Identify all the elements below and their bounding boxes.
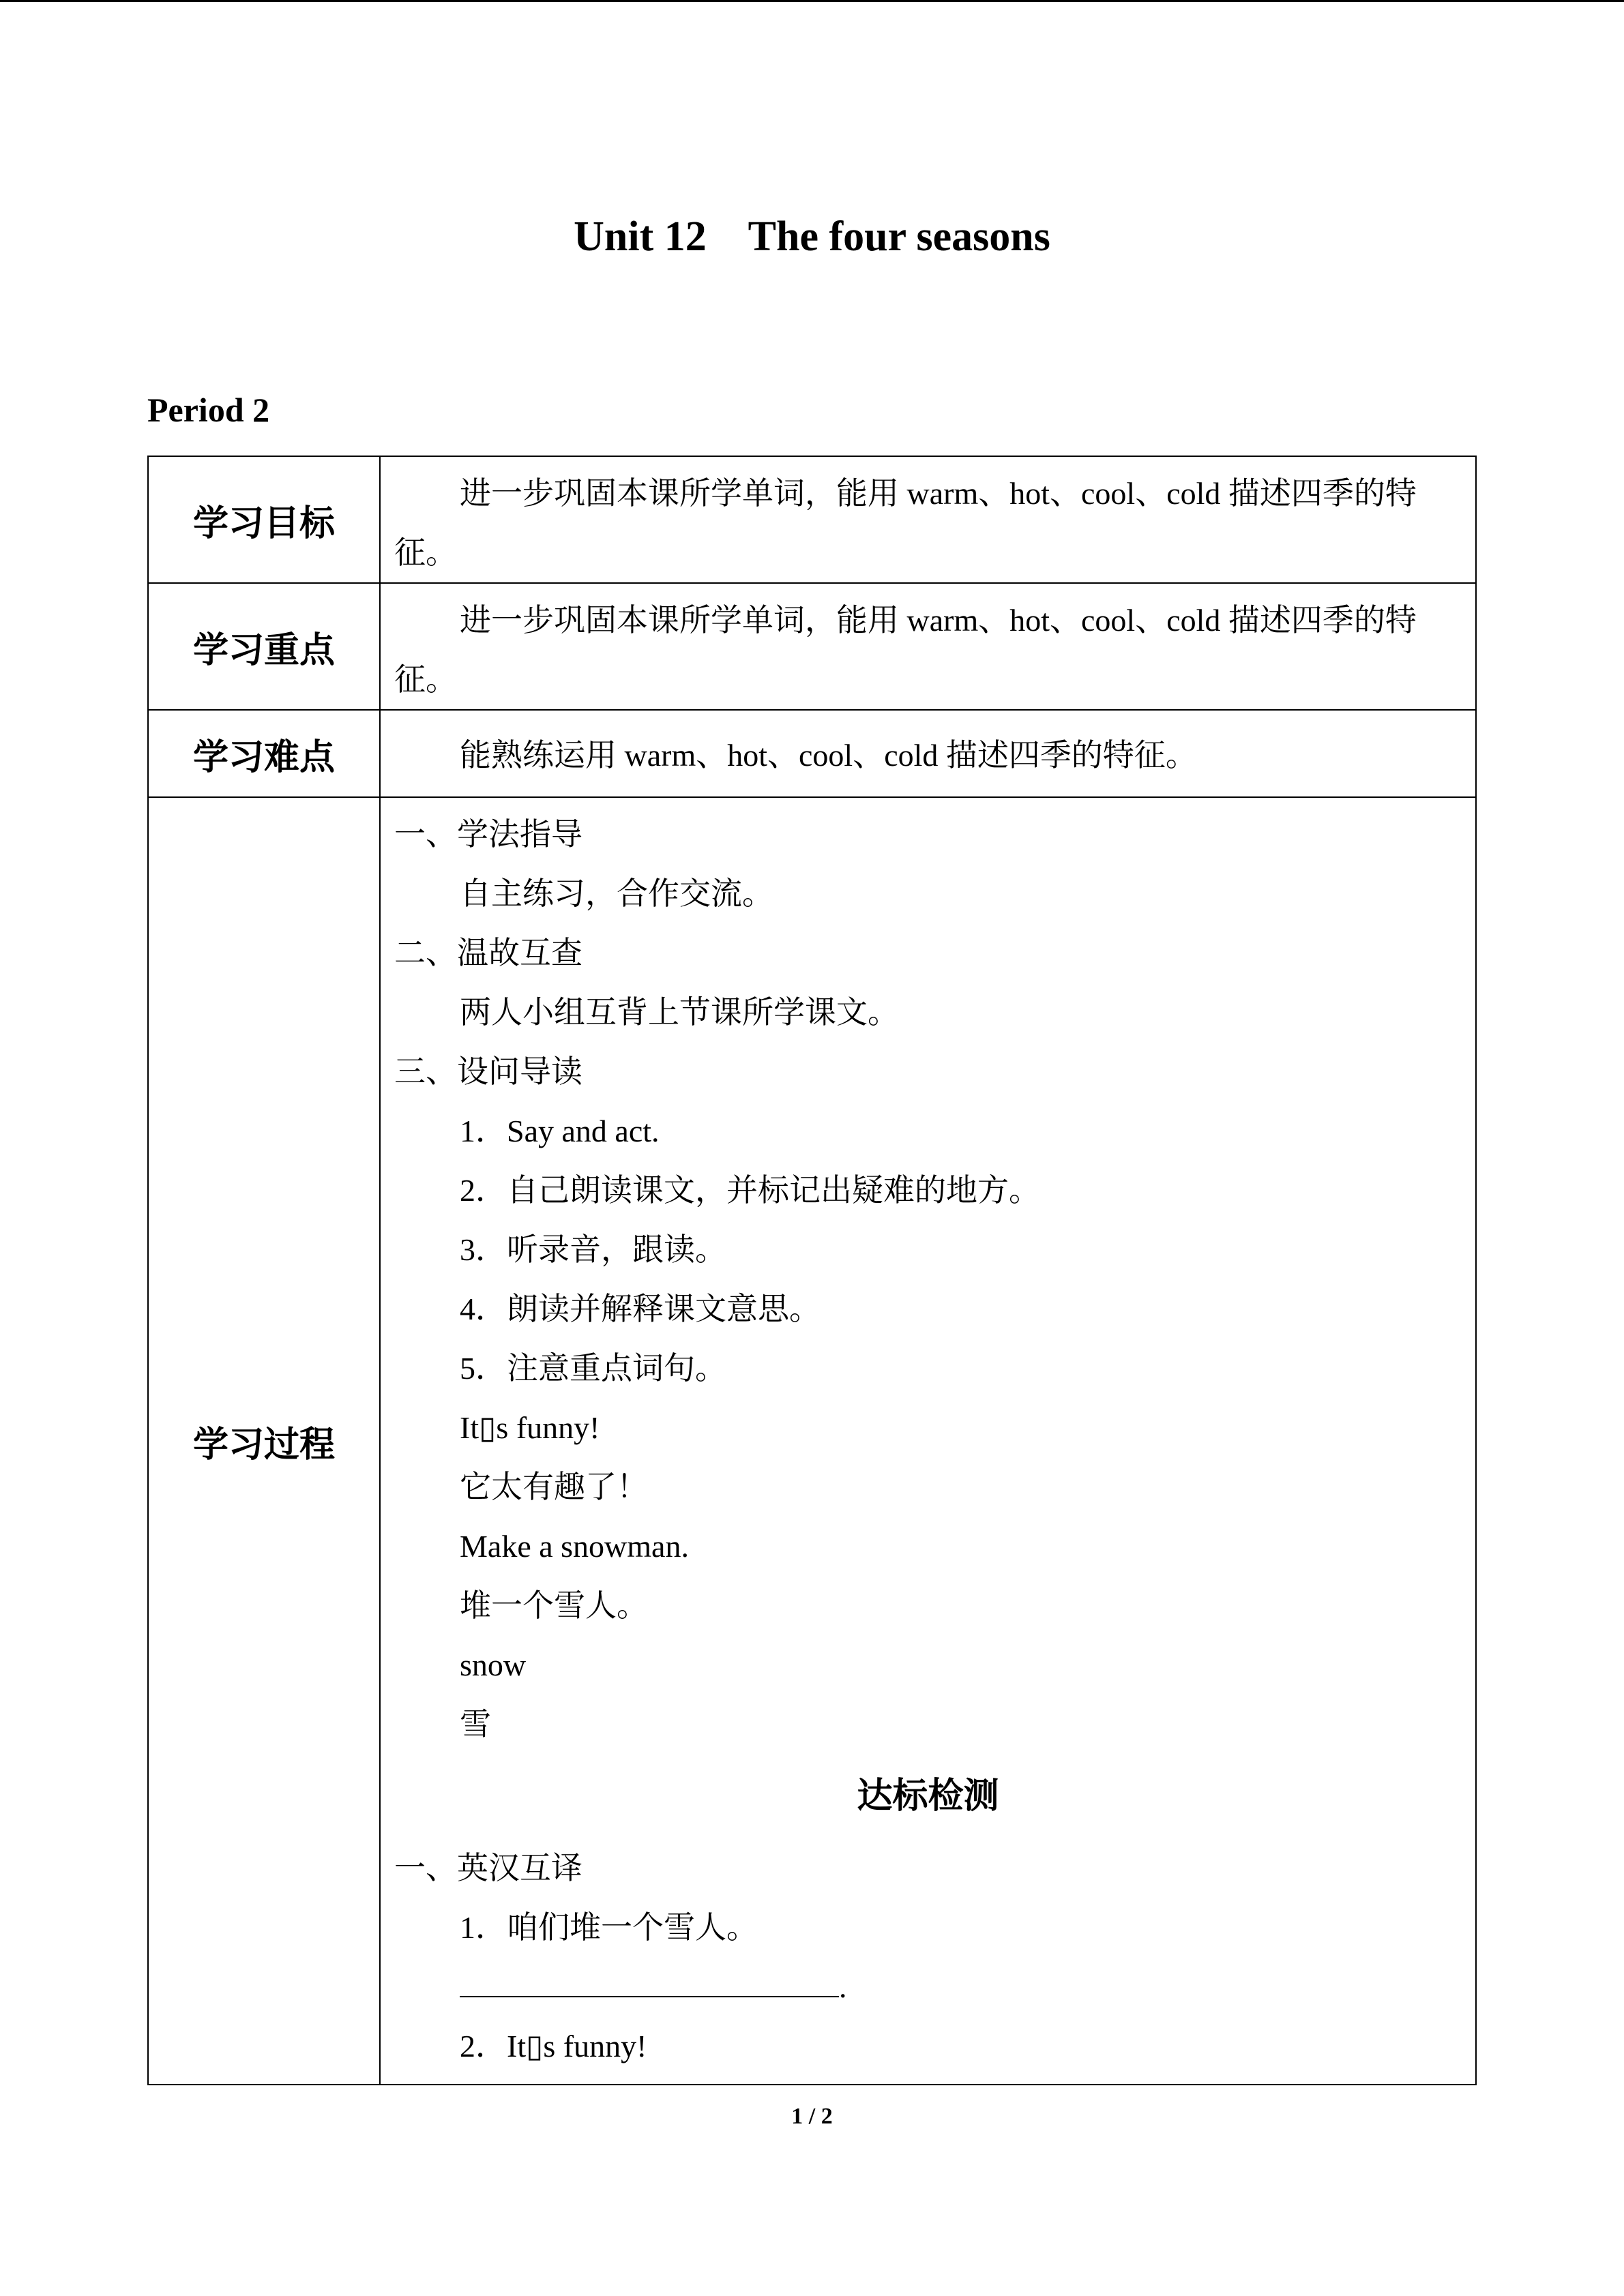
section-text: 自主练习，合作交流。	[460, 876, 773, 911]
answer-line	[394, 1957, 1462, 2016]
list-item: 5．注意重点词句。	[460, 1351, 726, 1386]
row-content-objectives	[380, 456, 1476, 583]
exercise-item: 2．It▯s funny!	[460, 2029, 647, 2063]
phrase-chinese: 雪	[460, 1707, 491, 1742]
table-row-objectives	[148, 456, 1476, 583]
answer-line-period: .	[839, 1969, 847, 2004]
row-content-key-points	[380, 583, 1476, 710]
section-title: 一、英汉互译	[394, 1851, 582, 1885]
list-item: 3．听录音，跟读。	[460, 1232, 726, 1267]
table-row-process	[148, 797, 1476, 2085]
row-label-key-points: 学习重点	[148, 583, 380, 710]
objectives-text: 进一步巩固本课所学单词，能用 warm、hot、cool、cold 描述四季的特征。	[394, 476, 1417, 570]
answer-blank[interactable]	[460, 1960, 839, 1997]
section-title: 三、设问导读	[394, 1054, 582, 1089]
page-title: Unit 12 The four seasons	[574, 213, 1050, 260]
lesson-plan-table	[147, 456, 1477, 2085]
key-points-text: 进一步巩固本课所学单词，能用 warm、hot、cool、cold 描述四季的特征。	[394, 603, 1417, 697]
section-title: 二、温故互查	[394, 936, 582, 970]
top-border	[0, 0, 1624, 2]
phrase-english: snow	[460, 1648, 527, 1682]
table-row-key-points	[148, 583, 1476, 710]
list-item: 1．Say and act.	[460, 1114, 660, 1148]
table-row-difficulties	[148, 710, 1476, 797]
phrase-chinese: 堆一个雪人。	[460, 1588, 648, 1623]
phrase-chinese: 它太有趣了！	[460, 1470, 648, 1504]
row-label-difficulties: 学习难点	[148, 710, 380, 797]
list-item: 2．自己朗读课文，并标记出疑难的地方。	[460, 1173, 1040, 1208]
list-item: 4．朗读并解释课文意思。	[460, 1292, 821, 1326]
period-heading: Period 2	[147, 391, 270, 429]
row-label-process: 学习过程	[148, 797, 380, 2085]
phrase-english: Make a snowman.	[460, 1529, 689, 1564]
row-content-process	[380, 797, 1476, 2085]
phrase-english: It▯s funny!	[460, 1410, 600, 1445]
exercise-item: 1．咱们堆一个雪人。	[460, 1910, 758, 1945]
section-title: 一、学法指导	[394, 817, 582, 852]
row-label-objectives: 学习目标	[148, 456, 380, 583]
row-content-difficulties	[380, 710, 1476, 797]
check-heading: 达标检测	[857, 1776, 999, 1817]
section-text: 两人小组互背上节课所学课文。	[460, 995, 899, 1030]
difficulties-text: 能熟练运用 warm、hot、cool、cold 描述四季的特征。	[460, 738, 1197, 773]
page-number: 1 / 2	[791, 2104, 833, 2129]
